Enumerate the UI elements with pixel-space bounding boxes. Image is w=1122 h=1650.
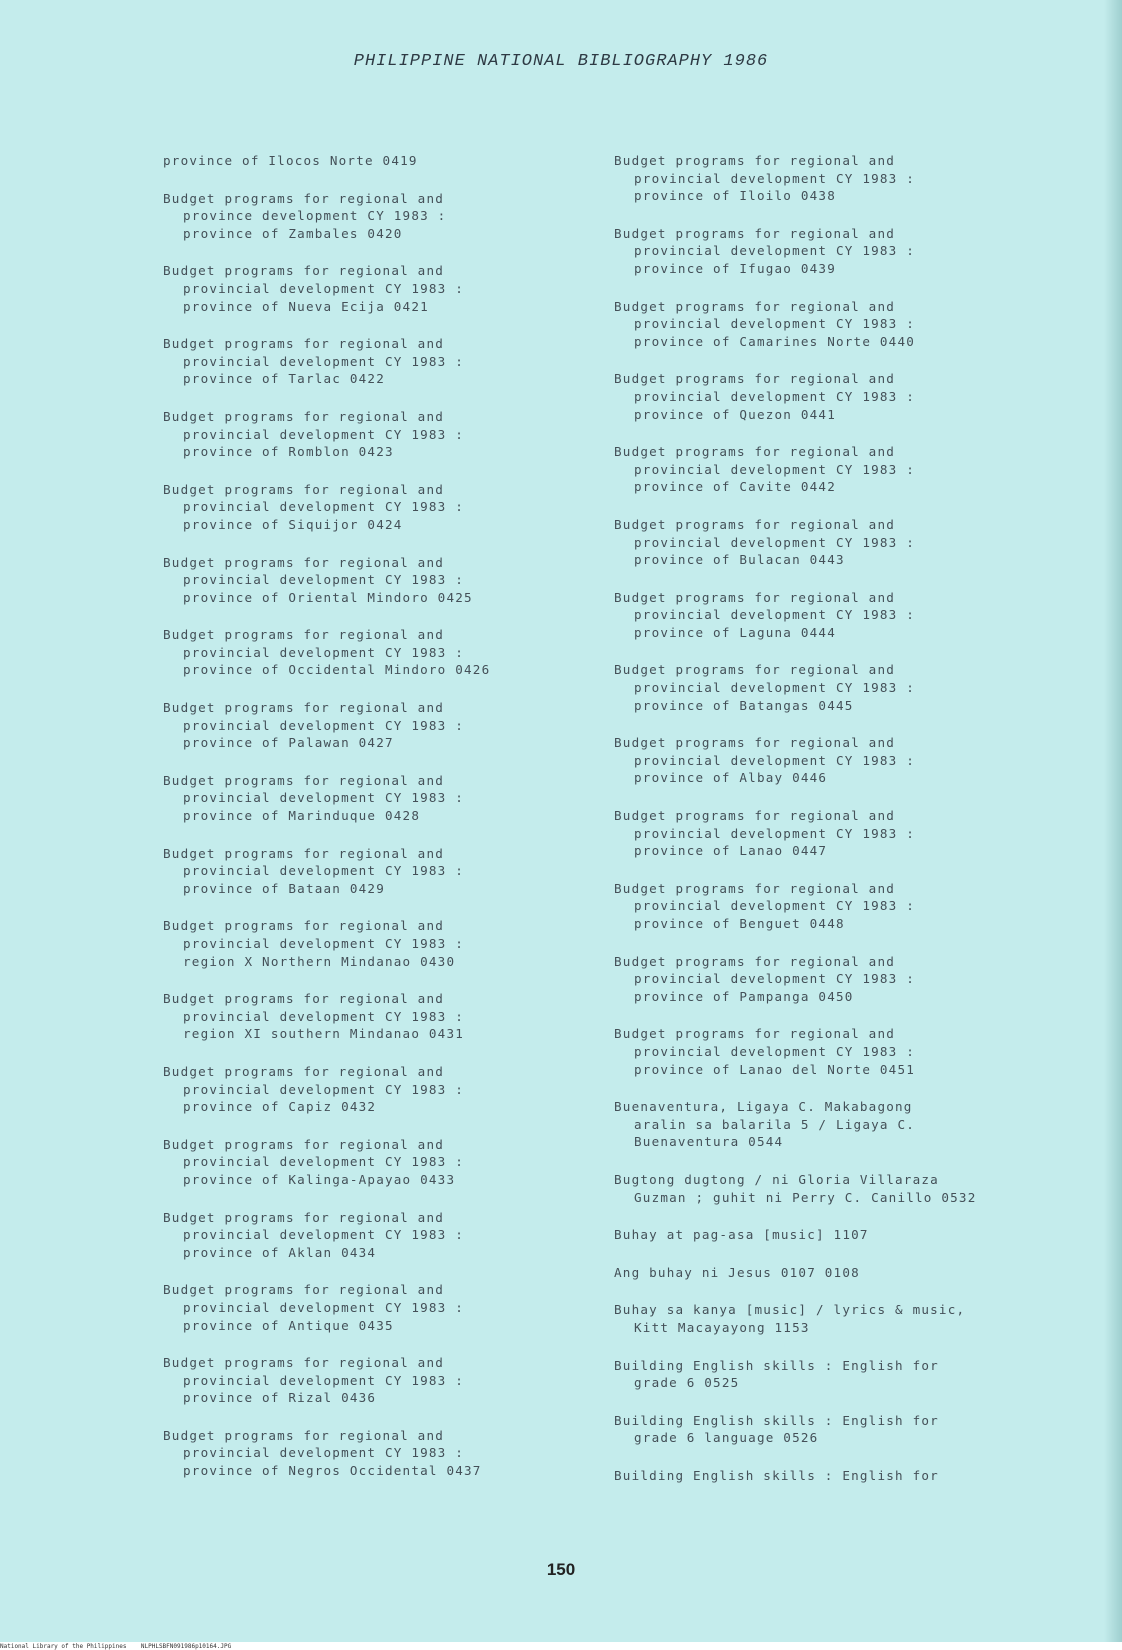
entry-continuation-line: Guzman ; guhit ni Perry C. Canillo 0532 [634, 1189, 977, 1205]
bibliography-entry [614, 225, 1064, 278]
entry-continuation-line: province of Romblon 0423 [183, 444, 394, 460]
entry-continuation-line: provincial development CY 1983 : [634, 607, 916, 623]
entry-continuation-line: province of Quezon 0441 [634, 406, 836, 422]
bibliography-entry [614, 443, 1064, 496]
entry-continuation-line: provincial development CY 1983 : [183, 1445, 465, 1461]
entry-continuation-line: provincial development CY 1983 : [183, 717, 465, 733]
entry-heading-line: Building English skills : English for [614, 1467, 939, 1483]
entry-continuation-line: grade 6 0525 [634, 1375, 740, 1391]
entry-continuation-line: provincial development CY 1983 : [183, 1299, 465, 1315]
entry-heading-line: Budget programs for regional and [163, 263, 445, 279]
bibliography-entry [163, 699, 613, 752]
bibliography-entry [163, 1427, 613, 1480]
entry-continuation-line: aralin sa balarila 5 / Ligaya C. [634, 1116, 916, 1132]
entry-continuation-line: provincial development CY 1983 : [634, 170, 916, 186]
entry-heading-line: Budget programs for regional and [163, 918, 445, 934]
entry-continuation-line: province of Iloilo 0438 [634, 188, 836, 204]
entry-continuation-line: provincial development CY 1983 : [183, 426, 465, 442]
bibliography-entry [614, 1264, 1064, 1282]
entry-continuation-line: province of Palawan 0427 [183, 735, 394, 751]
entry-heading-line: Budget programs for regional and [614, 1026, 896, 1042]
entry-continuation-line: province of Tarlac 0422 [183, 371, 385, 387]
entry-heading-line: Budget programs for regional and [614, 662, 896, 678]
bibliography-entry [163, 1354, 613, 1407]
bibliography-entry [614, 152, 1064, 205]
bibliography-entry [163, 845, 613, 898]
bibliography-entry [163, 335, 613, 388]
entry-heading-line: Budget programs for regional and [614, 953, 896, 969]
entry-continuation-line: province of Benguet 0448 [634, 916, 845, 931]
bibliography-entry [163, 626, 613, 679]
entry-continuation-line: provincial development CY 1983 : [634, 825, 916, 841]
entry-heading-line: Budget programs for regional and [163, 845, 445, 861]
bibliography-entry [614, 1171, 1064, 1206]
entry-continuation-line: province of Rizal 0436 [183, 1390, 377, 1406]
footer-credit: National Library of the Philippines NLPHLSBFN091986p10164.JPG [0, 1643, 232, 1650]
entry-heading-line: Budget programs for regional and [614, 444, 896, 460]
entry-heading-line: Budget programs for regional and [163, 772, 445, 788]
bibliography-entry [614, 1357, 1064, 1392]
entry-continuation-line: province of Antique 0435 [183, 1317, 394, 1333]
entry-continuation-line: province development CY 1983 : [183, 208, 447, 224]
entry-continuation-line: provincial development CY 1983 : [634, 534, 916, 550]
entry-heading-line: Budget programs for regional and [163, 1355, 445, 1371]
entry-heading-line: Budget programs for regional and [163, 1063, 445, 1079]
entry-continuation-line: provincial development CY 1983 : [183, 1081, 465, 1097]
entry-heading-line: Budget programs for regional and [163, 554, 445, 570]
entry-continuation-line: provincial development CY 1983 : [634, 680, 916, 696]
entry-continuation-line: provincial development CY 1983 : [183, 790, 465, 806]
bibliography-entry [614, 661, 1064, 714]
entry-continuation-line: provincial development CY 1983 : [183, 280, 465, 296]
entry-continuation-line: provincial development CY 1983 : [634, 243, 916, 259]
entry-heading-line: Budget programs for regional and [614, 808, 896, 824]
entry-continuation-line: provincial development CY 1983 : [183, 863, 465, 879]
entry-continuation-line: province of Albay 0446 [634, 770, 828, 786]
entry-heading-line: Buhay sa kanya [music] / lyrics & music, [614, 1302, 966, 1318]
entry-continuation-line: province of Ifugao 0439 [634, 260, 836, 276]
entry-heading-line: Budget programs for regional and [163, 1427, 445, 1443]
entry-heading-line: Budget programs for regional and [614, 516, 896, 532]
bibliography-entry [614, 516, 1064, 569]
page-edge-shadow [1104, 0, 1122, 1650]
bibliography-entry [614, 953, 1064, 1006]
bibliography-entry [163, 1136, 613, 1189]
entry-continuation-line: province of Camarines Norte 0440 [634, 333, 916, 349]
bibliography-entry [163, 1281, 613, 1334]
bibliography-entry [614, 807, 1064, 860]
entry-continuation-line: region X Northern Mindanao 0430 [183, 953, 456, 969]
entry-continuation-line: provincial development CY 1983 : [183, 1008, 465, 1024]
bibliography-entry [163, 917, 613, 970]
entry-heading-line: Budget programs for regional and [163, 700, 445, 716]
entry-continuation-line: provincial development CY 1983 : [634, 752, 916, 768]
entry-continuation-line: provincial development CY 1983 : [183, 644, 465, 660]
entry-heading-line: province of Ilocos Norte 0419 [163, 153, 418, 168]
entry-continuation-line: province of Kalinga-Apayao 0433 [183, 1171, 456, 1187]
bibliography-entry [163, 1063, 613, 1116]
entry-heading-line: Building English skills : English for [614, 1357, 939, 1373]
entry-continuation-line: province of Zambales 0420 [183, 225, 403, 241]
entry-continuation-line: province of Marinduque 0428 [183, 808, 421, 824]
entry-continuation-line: province of Laguna 0444 [634, 624, 836, 640]
bibliography-entry [614, 370, 1064, 423]
entry-continuation-line: provincial development CY 1983 : [634, 461, 916, 477]
bibliography-entry [163, 772, 613, 825]
page-number: 150 [546, 1560, 576, 1579]
entry-heading-line: Budget programs for regional and [614, 735, 896, 751]
entry-heading-line: Budget programs for regional and [614, 880, 896, 896]
bibliography-entry [614, 589, 1064, 642]
entry-continuation-line: provincial development CY 1983 : [183, 353, 465, 369]
entry-heading-line: Building English skills : English for [614, 1412, 939, 1428]
entry-continuation-line: provincial development CY 1983 : [183, 1154, 465, 1170]
entry-continuation-line: province of Nueva Ecija 0421 [183, 298, 429, 314]
entry-continuation-line: province of Capiz 0432 [183, 1099, 377, 1115]
bibliography-entry [163, 554, 613, 607]
entry-heading-line: Buenaventura, Ligaya C. Makabagong [614, 1099, 913, 1115]
bibliography-entry [163, 190, 613, 243]
bibliography-entry [163, 481, 613, 534]
bibliography-entry [614, 880, 1064, 933]
bibliography-entry [614, 1025, 1064, 1078]
entry-continuation-line: provincial development CY 1983 : [183, 499, 465, 515]
entry-heading-line: Budget programs for regional and [163, 991, 445, 1007]
entry-continuation-line: provincial development CY 1983 : [634, 388, 916, 404]
entry-continuation-line: region XI southern Mindanao 0431 [183, 1026, 465, 1042]
entry-continuation-line: province of Lanao 0447 [634, 843, 828, 859]
entry-heading-line: Budget programs for regional and [163, 336, 445, 352]
entry-continuation-line: provincial development CY 1983 : [183, 1227, 465, 1243]
entry-continuation-line: province of Pampanga 0450 [634, 988, 854, 1004]
left-column [163, 152, 613, 1500]
entry-continuation-line: Kitt Macayayong 1153 [634, 1319, 810, 1335]
entry-heading-line: Ang buhay ni Jesus 0107 0108 [614, 1264, 860, 1280]
bibliography-entry [163, 152, 613, 170]
bibliography-entry [614, 1226, 1064, 1244]
bibliography-entry [614, 734, 1064, 787]
bibliography-entry [614, 1467, 1064, 1485]
entry-heading-line: Budget programs for regional and [163, 481, 445, 497]
bibliography-entry [163, 408, 613, 461]
entry-continuation-line: provincial development CY 1983 : [183, 1372, 465, 1388]
bibliography-entry [614, 1412, 1064, 1447]
entry-heading-line: Buhay at pag-asa [music] 1107 [614, 1227, 869, 1243]
bibliography-entry [614, 1098, 1064, 1151]
entry-continuation-line: provincial development CY 1983 : [634, 971, 916, 987]
entry-continuation-line: province of Aklan 0434 [183, 1244, 377, 1260]
entry-continuation-line: provincial development CY 1983 : [183, 572, 465, 588]
entry-heading-line: Budget programs for regional and [163, 1282, 445, 1298]
bibliography-entry [614, 298, 1064, 351]
entry-heading-line: Budget programs for regional and [614, 589, 896, 605]
bibliography-entry [163, 262, 613, 315]
running-head: PHILIPPINE NATIONAL BIBLIOGRAPHY 1986 [353, 52, 769, 71]
entry-continuation-line: province of Batangas 0445 [634, 697, 854, 713]
right-column [614, 152, 1064, 1504]
entry-heading-line: Budget programs for regional and [614, 153, 896, 168]
entry-continuation-line: province of Cavite 0442 [634, 479, 836, 495]
entry-heading-line: Budget programs for regional and [614, 225, 896, 241]
entry-heading-line: Budget programs for regional and [163, 190, 445, 206]
entry-continuation-line: province of Negros Occidental 0437 [183, 1463, 482, 1479]
entry-continuation-line: province of Siquijor 0424 [183, 516, 403, 532]
entry-continuation-line: province of Lanao del Norte 0451 [634, 1061, 916, 1077]
entry-heading-line: Budget programs for regional and [163, 1209, 445, 1225]
entry-continuation-line: province of Bataan 0429 [183, 880, 385, 896]
entry-heading-line: Budget programs for regional and [163, 627, 445, 643]
entry-heading-line: Budget programs for regional and [614, 298, 896, 314]
entry-heading-line: Budget programs for regional and [614, 371, 896, 387]
entry-heading-line: Bugtong dugtong / ni Gloria Villaraza [614, 1171, 939, 1187]
entry-continuation-line: provincial development CY 1983 : [634, 316, 916, 332]
bibliography-entry [163, 1209, 613, 1262]
entry-continuation-line: grade 6 language 0526 [634, 1430, 819, 1446]
entry-continuation-line: provincial development CY 1983 : [183, 936, 465, 951]
bibliography-entry [614, 1301, 1064, 1336]
bibliography-entry [163, 990, 613, 1043]
entry-continuation-line: provincial development CY 1983 : [634, 1043, 916, 1059]
entry-heading-line: Budget programs for regional and [163, 1136, 445, 1152]
entry-continuation-line: provincial development CY 1983 : [634, 898, 916, 914]
entry-continuation-line: province of Bulacan 0443 [634, 552, 845, 568]
entry-continuation-line: province of Oriental Mindoro 0425 [183, 589, 473, 605]
entry-heading-line: Budget programs for regional and [163, 408, 445, 424]
entry-continuation-line: province of Occidental Mindoro 0426 [183, 662, 491, 678]
entry-continuation-line: Buenaventura 0544 [634, 1134, 784, 1150]
